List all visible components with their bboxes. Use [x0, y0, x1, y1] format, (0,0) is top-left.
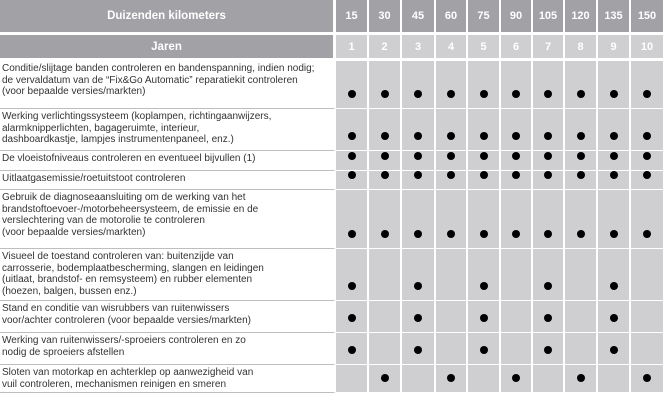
scheduled-dot-icon — [544, 90, 552, 98]
task-description — [0, 333, 336, 365]
scheduled-dot-icon — [447, 171, 455, 179]
scheduled-dot-icon — [348, 171, 356, 179]
schedule-cell — [598, 190, 631, 249]
task-description — [0, 109, 336, 151]
scheduled-dot-icon — [480, 314, 488, 322]
scheduled-dot-icon — [512, 132, 520, 140]
km-value-3: 60 — [436, 0, 468, 32]
schedule-cell — [501, 151, 533, 171]
schedule-cell — [598, 249, 631, 301]
header-row-km — [0, 0, 665, 32]
schedule-cell — [533, 301, 565, 333]
scheduled-dot-icon — [610, 314, 618, 322]
task-description-line: Conditie/slijtage banden controleren en bandenspanning, indien nodig; — [2, 63, 315, 74]
table-row — [0, 365, 665, 393]
schedule-cell — [501, 333, 533, 365]
schedule-cell — [501, 365, 533, 393]
year-value-4: 5 — [468, 32, 501, 61]
scheduled-dot-icon — [643, 171, 651, 179]
scheduled-dot-icon — [381, 152, 389, 160]
schedule-cell — [336, 109, 369, 151]
scheduled-dot-icon — [480, 132, 488, 140]
scheduled-dot-icon — [381, 90, 389, 98]
table-row — [0, 109, 665, 151]
schedule-cell — [565, 190, 598, 249]
km-value-5: 90 — [501, 0, 533, 32]
scheduled-dot-icon — [447, 132, 455, 140]
task-description — [0, 301, 336, 333]
km-value-4: 75 — [468, 0, 501, 32]
scheduled-dot-icon — [544, 132, 552, 140]
schedule-cell — [565, 109, 598, 151]
scheduled-dot-icon — [544, 152, 552, 160]
schedule-cell — [598, 171, 631, 190]
schedule-cell — [598, 301, 631, 333]
years-header-label: Jaren — [0, 32, 336, 61]
schedule-cell — [501, 61, 533, 109]
schedule-cell — [369, 61, 402, 109]
scheduled-dot-icon — [544, 346, 552, 354]
schedule-cell — [436, 249, 468, 301]
schedule-cell — [501, 109, 533, 151]
task-description-line: Visueel de toestand controleren van: buitenzijde van — [2, 251, 234, 262]
schedule-cell — [369, 365, 402, 393]
task-description — [0, 365, 336, 393]
task-description-line: voor/achter controleren (voor bepaalde versies/markten) — [2, 314, 252, 326]
schedule-cell — [533, 249, 565, 301]
scheduled-dot-icon — [348, 314, 356, 322]
schedule-cell — [369, 171, 402, 190]
schedule-cell — [336, 301, 369, 333]
scheduled-dot-icon — [544, 171, 552, 179]
table-row — [0, 249, 665, 301]
scheduled-dot-icon — [643, 132, 651, 140]
scheduled-dot-icon — [544, 230, 552, 238]
schedule-cell — [565, 61, 598, 109]
scheduled-dot-icon — [610, 132, 618, 140]
scheduled-dot-icon — [447, 374, 455, 382]
task-description-line: Werking verlichtingssysteem (koplampen, richtingaanwijzers, — [2, 111, 272, 122]
header-row-years — [0, 32, 665, 61]
schedule-cell — [468, 301, 501, 333]
km-value-1: 30 — [369, 0, 402, 32]
schedule-cell — [402, 365, 436, 393]
schedule-cell — [436, 333, 468, 365]
schedule-cell — [631, 109, 665, 151]
task-description-line: De vloeistofniveaus controleren en eventueel bijvullen (1) — [2, 153, 256, 164]
scheduled-dot-icon — [610, 282, 618, 290]
scheduled-dot-icon — [480, 90, 488, 98]
schedule-cell — [369, 301, 402, 333]
task-description-line: de vervaldatum van de “Fix&Go Automatic” reparatiekit controleren — [2, 74, 298, 86]
schedule-cell — [533, 190, 565, 249]
task-description-line: Gebruik de diagnoseaansluiting om de werking van het — [2, 192, 246, 203]
task-description-line: Uitlaatgasemissie/roetuitstoot controleren — [2, 173, 186, 184]
schedule-cell — [631, 190, 665, 249]
schedule-cell — [336, 249, 369, 301]
schedule-cell — [436, 171, 468, 190]
scheduled-dot-icon — [348, 346, 356, 354]
schedule-cell — [436, 109, 468, 151]
schedule-cell — [468, 171, 501, 190]
scheduled-dot-icon — [414, 171, 422, 179]
schedule-cell — [533, 171, 565, 190]
task-description-line: Sloten van motorkap en achterklep op aanwezigheid van — [2, 367, 254, 378]
schedule-cell — [598, 365, 631, 393]
scheduled-dot-icon — [381, 132, 389, 140]
schedule-cell — [336, 151, 369, 171]
scheduled-dot-icon — [544, 282, 552, 290]
schedule-cell — [336, 365, 369, 393]
scheduled-dot-icon — [512, 152, 520, 160]
schedule-cell — [565, 249, 598, 301]
year-value-0: 1 — [336, 32, 369, 61]
task-description-line: nodig de sproeiers afstellen — [2, 346, 125, 358]
schedule-cell — [402, 109, 436, 151]
year-value-3: 4 — [436, 32, 468, 61]
scheduled-dot-icon — [381, 374, 389, 382]
table-row — [0, 151, 665, 171]
task-description-line: verslechtering van de motorolie te controleren — [2, 215, 205, 227]
schedule-cell — [631, 171, 665, 190]
schedule-cell — [369, 190, 402, 249]
schedule-cell — [436, 365, 468, 393]
scheduled-dot-icon — [447, 90, 455, 98]
schedule-cell — [468, 190, 501, 249]
scheduled-dot-icon — [348, 132, 356, 140]
schedule-cell — [402, 61, 436, 109]
scheduled-dot-icon — [480, 171, 488, 179]
schedule-cell — [369, 333, 402, 365]
scheduled-dot-icon — [643, 152, 651, 160]
scheduled-dot-icon — [348, 282, 356, 290]
schedule-cell — [468, 249, 501, 301]
schedule-cell — [402, 171, 436, 190]
schedule-cell — [336, 171, 369, 190]
table-row — [0, 333, 665, 365]
scheduled-dot-icon — [414, 230, 422, 238]
scheduled-dot-icon — [577, 152, 585, 160]
scheduled-dot-icon — [480, 230, 488, 238]
schedule-cell — [631, 301, 665, 333]
schedule-cell — [533, 365, 565, 393]
scheduled-dot-icon — [447, 230, 455, 238]
schedule-cell — [436, 61, 468, 109]
schedule-cell — [501, 301, 533, 333]
schedule-cell — [436, 190, 468, 249]
task-description — [0, 190, 336, 249]
schedule-cell — [631, 61, 665, 109]
scheduled-dot-icon — [610, 90, 618, 98]
scheduled-dot-icon — [577, 171, 585, 179]
km-value-2: 45 — [402, 0, 436, 32]
km-header-label: Duizenden kilometers — [0, 0, 336, 32]
schedule-cell — [565, 301, 598, 333]
scheduled-dot-icon — [610, 346, 618, 354]
scheduled-dot-icon — [348, 152, 356, 160]
km-value-6: 105 — [533, 0, 565, 32]
schedule-cell — [369, 109, 402, 151]
task-description-line: (hoezen, balgen, bussen enz.) — [2, 285, 137, 297]
km-value-9: 150 — [631, 0, 665, 32]
task-description-line: (uitlaat, brandstof- en remsysteem) en rubber elementen — [2, 274, 253, 286]
scheduled-dot-icon — [512, 171, 520, 179]
schedule-cell — [468, 61, 501, 109]
schedule-cell — [468, 151, 501, 171]
task-description-line: brandstoftoevoer-/motorbeheersysteem, de emissie en de — [2, 203, 259, 215]
schedule-cell — [631, 151, 665, 171]
schedule-cell — [501, 190, 533, 249]
schedule-cell — [436, 301, 468, 333]
scheduled-dot-icon — [610, 171, 618, 179]
year-value-8: 9 — [598, 32, 631, 61]
task-description-line: alarmknipperlichten, bagageruimte, interieur, — [2, 122, 200, 134]
year-value-1: 2 — [369, 32, 402, 61]
schedule-cell — [402, 301, 436, 333]
scheduled-dot-icon — [381, 171, 389, 179]
schedule-cell — [336, 333, 369, 365]
task-description — [0, 61, 336, 109]
scheduled-dot-icon — [577, 230, 585, 238]
schedule-cell — [336, 190, 369, 249]
year-value-7: 8 — [565, 32, 598, 61]
schedule-cell — [402, 151, 436, 171]
table-row — [0, 171, 665, 190]
scheduled-dot-icon — [414, 90, 422, 98]
scheduled-dot-icon — [414, 282, 422, 290]
schedule-cell — [565, 151, 598, 171]
table-row — [0, 190, 665, 249]
scheduled-dot-icon — [544, 314, 552, 322]
schedule-cell — [565, 365, 598, 393]
schedule-cell — [436, 151, 468, 171]
year-value-2: 3 — [402, 32, 436, 61]
task-description — [0, 249, 336, 301]
schedule-cell — [631, 249, 665, 301]
scheduled-dot-icon — [610, 152, 618, 160]
schedule-cell — [565, 333, 598, 365]
schedule-cell — [565, 171, 598, 190]
table-row — [0, 301, 665, 333]
schedule-cell — [631, 365, 665, 393]
task-description-line: dashboardkastje, lampjes instrumentenpaneel, enz.) — [2, 134, 234, 146]
task-description — [0, 171, 336, 190]
schedule-cell — [369, 151, 402, 171]
schedule-cell — [533, 109, 565, 151]
km-value-8: 135 — [598, 0, 631, 32]
task-description-line: carrosserie, bodemplaatbescherming, slangen en leidingen — [2, 262, 264, 274]
scheduled-dot-icon — [643, 374, 651, 382]
schedule-cell — [501, 171, 533, 190]
task-description-line: vuil controleren, mechanismen reinigen en smeren — [2, 378, 227, 390]
year-value-5: 6 — [501, 32, 533, 61]
scheduled-dot-icon — [414, 132, 422, 140]
schedule-cell — [631, 333, 665, 365]
schedule-cell — [533, 333, 565, 365]
km-value-0: 15 — [336, 0, 369, 32]
table-row — [0, 61, 665, 109]
schedule-cell — [468, 365, 501, 393]
scheduled-dot-icon — [512, 230, 520, 238]
scheduled-dot-icon — [414, 346, 422, 354]
schedule-cell — [336, 61, 369, 109]
scheduled-dot-icon — [512, 90, 520, 98]
schedule-cell — [468, 333, 501, 365]
scheduled-dot-icon — [577, 374, 585, 382]
scheduled-dot-icon — [643, 90, 651, 98]
task-description-line: (voor bepaalde versies/markten) — [2, 226, 146, 238]
scheduled-dot-icon — [577, 90, 585, 98]
scheduled-dot-icon — [414, 152, 422, 160]
task-description-line: Werking van ruitenwissers/-sproeiers controleren en zo — [2, 335, 246, 346]
schedule-cell — [369, 249, 402, 301]
schedule-cell — [533, 151, 565, 171]
schedule-cell — [598, 61, 631, 109]
schedule-cell — [468, 109, 501, 151]
schedule-cell — [402, 249, 436, 301]
scheduled-dot-icon — [414, 314, 422, 322]
scheduled-dot-icon — [512, 374, 520, 382]
scheduled-dot-icon — [610, 230, 618, 238]
schedule-cell — [598, 333, 631, 365]
schedule-cell — [598, 151, 631, 171]
schedule-cell — [598, 109, 631, 151]
schedule-cell — [533, 61, 565, 109]
scheduled-dot-icon — [447, 152, 455, 160]
scheduled-dot-icon — [348, 90, 356, 98]
km-value-7: 120 — [565, 0, 598, 32]
scheduled-dot-icon — [348, 230, 356, 238]
scheduled-dot-icon — [480, 346, 488, 354]
schedule-cell — [402, 190, 436, 249]
year-value-6: 7 — [533, 32, 565, 61]
schedule-cell — [501, 249, 533, 301]
scheduled-dot-icon — [480, 282, 488, 290]
task-description-line: Stand en conditie van wisrubbers van ruitenwissers — [2, 303, 230, 314]
task-description — [0, 151, 336, 171]
scheduled-dot-icon — [480, 152, 488, 160]
scheduled-dot-icon — [577, 132, 585, 140]
scheduled-dot-icon — [643, 230, 651, 238]
task-description-line: (voor bepaalde versies/markten) — [2, 86, 146, 98]
year-value-9: 10 — [631, 32, 665, 61]
schedule-cell — [402, 333, 436, 365]
scheduled-dot-icon — [381, 230, 389, 238]
